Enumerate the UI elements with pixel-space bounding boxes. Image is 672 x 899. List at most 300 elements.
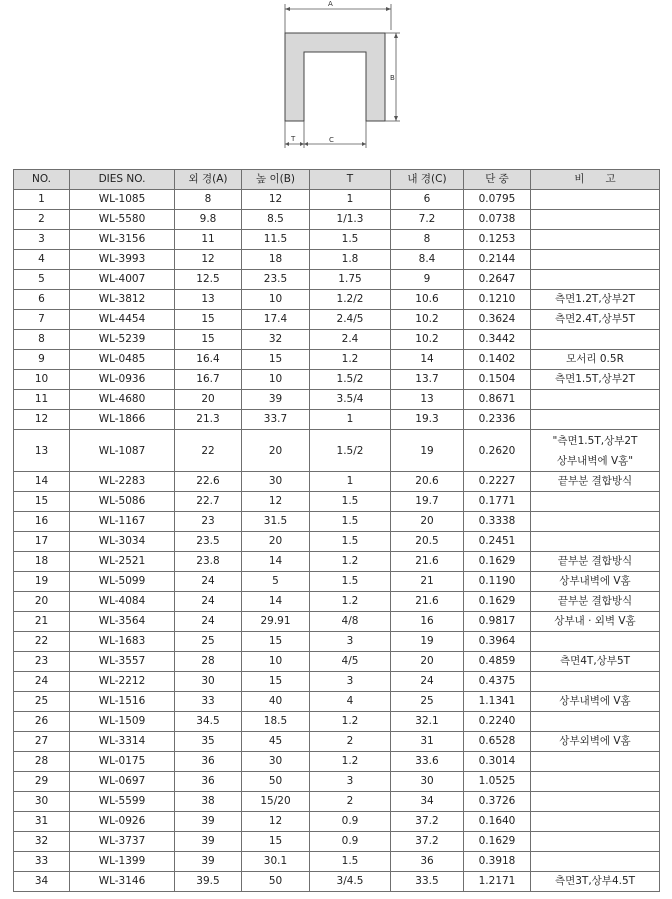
col-thickness-cell: 3 bbox=[310, 632, 391, 652]
col-outer-diameter-cell: 36 bbox=[175, 772, 242, 792]
col-height-cell: 10 bbox=[242, 370, 310, 390]
col-thickness-cell: 1.2 bbox=[310, 592, 391, 612]
col-unit-weight-cell: 0.2240 bbox=[464, 712, 531, 732]
col-outer-diameter-cell: 16.4 bbox=[175, 350, 242, 370]
col-inner-diameter-cell: 33.5 bbox=[391, 872, 464, 892]
col-thickness-cell: 1 bbox=[310, 472, 391, 492]
col-unit-weight-cell: 0.9817 bbox=[464, 612, 531, 632]
col-unit-weight-cell: 0.0738 bbox=[464, 210, 531, 230]
col-unit-weight-cell: 0.2227 bbox=[464, 472, 531, 492]
col-dies-no-cell: WL-4680 bbox=[70, 390, 175, 410]
col-inner-diameter-cell: 8 bbox=[391, 230, 464, 250]
col-remarks-cell bbox=[531, 712, 660, 732]
col-inner-diameter-cell: 21.6 bbox=[391, 592, 464, 612]
col-remarks-cell bbox=[531, 270, 660, 290]
col-thickness-cell: 1.5 bbox=[310, 852, 391, 872]
col-unit-weight-cell: 0.2144 bbox=[464, 250, 531, 270]
col-outer-diameter-cell: 23.8 bbox=[175, 552, 242, 572]
col-thickness-cell: 4 bbox=[310, 692, 391, 712]
col-no-cell: 27 bbox=[14, 732, 70, 752]
col-remarks-cell bbox=[531, 752, 660, 772]
col-unit-weight-cell: 1.1341 bbox=[464, 692, 531, 712]
col-height-cell: 31.5 bbox=[242, 512, 310, 532]
table-row bbox=[14, 250, 660, 270]
col-dies-no-cell: WL-3993 bbox=[70, 250, 175, 270]
col-height-header: 높 이(B) bbox=[242, 170, 310, 190]
table-row bbox=[14, 512, 660, 532]
col-remarks-cell bbox=[531, 852, 660, 872]
table-row bbox=[14, 552, 660, 572]
col-dies-no-cell: WL-3156 bbox=[70, 230, 175, 250]
col-inner-diameter-cell: 8.4 bbox=[391, 250, 464, 270]
col-dies-no-cell: WL-0697 bbox=[70, 772, 175, 792]
col-unit-weight-cell: 0.3964 bbox=[464, 632, 531, 652]
col-no-cell: 34 bbox=[14, 872, 70, 892]
col-no-cell: 5 bbox=[14, 270, 70, 290]
col-no-cell: 6 bbox=[14, 290, 70, 310]
col-height-cell: 29.91 bbox=[242, 612, 310, 632]
col-no-cell: 2 bbox=[14, 210, 70, 230]
col-height-cell: 15 bbox=[242, 350, 310, 370]
col-height-cell: 39 bbox=[242, 390, 310, 410]
col-remarks-cell: 상부내벽에 V홈 bbox=[531, 692, 660, 712]
col-remarks-cell: 측면1.5T,상부2T bbox=[531, 370, 660, 390]
col-height-cell: 15/20 bbox=[242, 792, 310, 812]
col-outer-diameter-cell: 22.7 bbox=[175, 492, 242, 512]
col-inner-diameter-cell: 32.1 bbox=[391, 712, 464, 732]
col-height-cell: 20 bbox=[242, 430, 310, 472]
col-height-cell: 18.5 bbox=[242, 712, 310, 732]
table-row bbox=[14, 310, 660, 330]
col-thickness-cell: 1/1.3 bbox=[310, 210, 391, 230]
col-thickness-cell: 1.2 bbox=[310, 552, 391, 572]
col-outer-diameter-cell: 12.5 bbox=[175, 270, 242, 290]
col-no-cell: 20 bbox=[14, 592, 70, 612]
col-height-cell: 12 bbox=[242, 492, 310, 512]
col-remarks-cell bbox=[531, 812, 660, 832]
col-outer-diameter-cell: 30 bbox=[175, 672, 242, 692]
col-inner-diameter-cell: 21 bbox=[391, 572, 464, 592]
col-unit-weight-cell: 0.3624 bbox=[464, 310, 531, 330]
table-row bbox=[14, 270, 660, 290]
col-unit-weight-cell: 0.1629 bbox=[464, 552, 531, 572]
col-height-cell: 18 bbox=[242, 250, 310, 270]
table-row bbox=[14, 190, 660, 210]
col-inner-diameter-header: 내 경(C) bbox=[391, 170, 464, 190]
product-spec-table bbox=[13, 169, 660, 892]
col-unit-weight-cell: 1.0525 bbox=[464, 772, 531, 792]
col-inner-diameter-cell: 20.5 bbox=[391, 532, 464, 552]
col-inner-diameter-cell: 19.7 bbox=[391, 492, 464, 512]
col-no-cell: 33 bbox=[14, 852, 70, 872]
col-outer-diameter-header: 외 경(A) bbox=[175, 170, 242, 190]
col-dies-no-cell: WL-3034 bbox=[70, 532, 175, 552]
col-remarks-cell bbox=[531, 230, 660, 250]
col-dies-no-cell: WL-2521 bbox=[70, 552, 175, 572]
col-height-cell: 15 bbox=[242, 632, 310, 652]
col-unit-weight-cell: 0.2451 bbox=[464, 532, 531, 552]
col-height-cell: 10 bbox=[242, 290, 310, 310]
col-outer-diameter-cell: 9.8 bbox=[175, 210, 242, 230]
col-inner-diameter-cell: 33.6 bbox=[391, 752, 464, 772]
col-thickness-cell: 1.5 bbox=[310, 572, 391, 592]
col-unit-weight-cell: 0.0795 bbox=[464, 190, 531, 210]
col-thickness-cell: 4/8 bbox=[310, 612, 391, 632]
table-row bbox=[14, 832, 660, 852]
col-dies-no-cell: WL-1167 bbox=[70, 512, 175, 532]
col-no-cell: 1 bbox=[14, 190, 70, 210]
col-remarks-cell: 상부내 · 외벽 V홈 bbox=[531, 612, 660, 632]
col-height-cell: 30.1 bbox=[242, 852, 310, 872]
col-remarks-cell bbox=[531, 210, 660, 230]
col-remarks-cell: 측면1.2T,상부2T bbox=[531, 290, 660, 310]
col-remarks-cell bbox=[531, 390, 660, 410]
col-height-cell: 15 bbox=[242, 832, 310, 852]
col-dies-no-cell: WL-1087 bbox=[70, 430, 175, 472]
table-row bbox=[14, 672, 660, 692]
col-outer-diameter-cell: 38 bbox=[175, 792, 242, 812]
col-unit-weight-cell: 0.3338 bbox=[464, 512, 531, 532]
col-height-cell: 15 bbox=[242, 672, 310, 692]
col-dies-no-cell: WL-2212 bbox=[70, 672, 175, 692]
table-header-row bbox=[14, 170, 660, 190]
col-remarks-cell bbox=[531, 672, 660, 692]
col-thickness-cell: 0.9 bbox=[310, 832, 391, 852]
col-unit-weight-cell: 0.1771 bbox=[464, 492, 531, 512]
col-unit-weight-header: 단 중 bbox=[464, 170, 531, 190]
col-outer-diameter-cell: 25 bbox=[175, 632, 242, 652]
table-row bbox=[14, 732, 660, 752]
col-no-cell: 8 bbox=[14, 330, 70, 350]
col-outer-diameter-cell: 20 bbox=[175, 390, 242, 410]
col-remarks-cell: 측면2.4T,상부5T bbox=[531, 310, 660, 330]
table-row bbox=[14, 390, 660, 410]
col-no-cell: 22 bbox=[14, 632, 70, 652]
col-no-cell: 13 bbox=[14, 430, 70, 472]
col-inner-diameter-cell: 30 bbox=[391, 772, 464, 792]
col-inner-diameter-cell: 21.6 bbox=[391, 552, 464, 572]
col-unit-weight-cell: 0.1190 bbox=[464, 572, 531, 592]
col-inner-diameter-cell: 20.6 bbox=[391, 472, 464, 492]
col-unit-weight-cell: 0.1402 bbox=[464, 350, 531, 370]
dimension-c-label: C bbox=[329, 136, 334, 144]
col-remarks-cell bbox=[531, 832, 660, 852]
col-dies-no-cell: WL-3557 bbox=[70, 652, 175, 672]
col-outer-diameter-cell: 23 bbox=[175, 512, 242, 532]
col-height-cell: 10 bbox=[242, 652, 310, 672]
table-row bbox=[14, 852, 660, 872]
col-height-cell: 45 bbox=[242, 732, 310, 752]
col-height-cell: 14 bbox=[242, 592, 310, 612]
col-unit-weight-cell: 0.4859 bbox=[464, 652, 531, 672]
col-outer-diameter-cell: 24 bbox=[175, 572, 242, 592]
col-remarks-cell bbox=[531, 410, 660, 430]
col-dies-no-cell: WL-1399 bbox=[70, 852, 175, 872]
col-outer-diameter-cell: 23.5 bbox=[175, 532, 242, 552]
col-height-cell: 50 bbox=[242, 772, 310, 792]
col-inner-diameter-cell: 31 bbox=[391, 732, 464, 752]
col-thickness-cell: 1 bbox=[310, 410, 391, 430]
col-unit-weight-cell: 0.2620 bbox=[464, 430, 531, 472]
col-unit-weight-cell: 0.1629 bbox=[464, 832, 531, 852]
col-thickness-cell: 2.4/5 bbox=[310, 310, 391, 330]
table-row bbox=[14, 330, 660, 350]
col-dies-no-cell: WL-5239 bbox=[70, 330, 175, 350]
table-row bbox=[14, 532, 660, 552]
col-thickness-cell: 1.2 bbox=[310, 350, 391, 370]
col-dies-no-cell: WL-1509 bbox=[70, 712, 175, 732]
col-height-cell: 30 bbox=[242, 472, 310, 492]
col-inner-diameter-cell: 37.2 bbox=[391, 832, 464, 852]
table-row bbox=[14, 792, 660, 812]
col-inner-diameter-cell: 19 bbox=[391, 430, 464, 472]
col-no-cell: 10 bbox=[14, 370, 70, 390]
table-row bbox=[14, 350, 660, 370]
col-outer-diameter-cell: 22 bbox=[175, 430, 242, 472]
col-thickness-cell: 1.5 bbox=[310, 230, 391, 250]
col-height-cell: 30 bbox=[242, 752, 310, 772]
col-outer-diameter-cell: 39 bbox=[175, 832, 242, 852]
col-outer-diameter-cell: 28 bbox=[175, 652, 242, 672]
col-remarks-cell bbox=[531, 190, 660, 210]
col-inner-diameter-cell: 25 bbox=[391, 692, 464, 712]
col-no-cell: 19 bbox=[14, 572, 70, 592]
col-remarks-cell: 상부외벽에 V홈 bbox=[531, 732, 660, 752]
table-row bbox=[14, 772, 660, 792]
col-dies-no-cell: WL-1866 bbox=[70, 410, 175, 430]
col-thickness-cell: 2 bbox=[310, 732, 391, 752]
col-inner-diameter-cell: 10.2 bbox=[391, 310, 464, 330]
col-unit-weight-cell: 0.3918 bbox=[464, 852, 531, 872]
col-unit-weight-cell: 0.1253 bbox=[464, 230, 531, 250]
col-dies-no-cell: WL-0175 bbox=[70, 752, 175, 772]
col-thickness-cell: 4/5 bbox=[310, 652, 391, 672]
col-outer-diameter-cell: 39.5 bbox=[175, 872, 242, 892]
table-row bbox=[14, 652, 660, 672]
col-unit-weight-cell: 0.4375 bbox=[464, 672, 531, 692]
col-thickness-cell: 1 bbox=[310, 190, 391, 210]
col-unit-weight-cell: 0.1640 bbox=[464, 812, 531, 832]
col-no-cell: 11 bbox=[14, 390, 70, 410]
col-dies-no-cell: WL-1683 bbox=[70, 632, 175, 652]
col-inner-diameter-cell: 16 bbox=[391, 612, 464, 632]
table-row bbox=[14, 290, 660, 310]
table-row bbox=[14, 230, 660, 250]
col-no-cell: 23 bbox=[14, 652, 70, 672]
col-no-cell: 24 bbox=[14, 672, 70, 692]
col-no-cell: 32 bbox=[14, 832, 70, 852]
col-dies-no-cell: WL-3564 bbox=[70, 612, 175, 632]
col-no-cell: 3 bbox=[14, 230, 70, 250]
col-no-cell: 26 bbox=[14, 712, 70, 732]
col-outer-diameter-cell: 12 bbox=[175, 250, 242, 270]
col-remarks-cell bbox=[531, 532, 660, 552]
col-outer-diameter-cell: 15 bbox=[175, 310, 242, 330]
col-no-cell: 28 bbox=[14, 752, 70, 772]
col-remarks-cell: 끝부분 결합방식 bbox=[531, 472, 660, 492]
col-dies-no-cell: WL-5599 bbox=[70, 792, 175, 812]
col-remarks-cell: 측면3T,상부4.5T bbox=[531, 872, 660, 892]
col-dies-no-cell: WL-3146 bbox=[70, 872, 175, 892]
col-thickness-cell: 1.5 bbox=[310, 492, 391, 512]
col-dies-no-cell: WL-4454 bbox=[70, 310, 175, 330]
col-inner-diameter-cell: 10.2 bbox=[391, 330, 464, 350]
col-inner-diameter-cell: 6 bbox=[391, 190, 464, 210]
col-height-cell: 23.5 bbox=[242, 270, 310, 290]
col-outer-diameter-cell: 11 bbox=[175, 230, 242, 250]
col-dies-no-cell: WL-5580 bbox=[70, 210, 175, 230]
col-thickness-cell: 0.9 bbox=[310, 812, 391, 832]
table-row bbox=[14, 370, 660, 390]
col-thickness-cell: 3 bbox=[310, 772, 391, 792]
table-row bbox=[14, 472, 660, 492]
dimension-a-label: A bbox=[328, 0, 333, 8]
col-inner-diameter-cell: 13.7 bbox=[391, 370, 464, 390]
table-row bbox=[14, 612, 660, 632]
table-row bbox=[14, 210, 660, 230]
col-thickness-header: T bbox=[310, 170, 391, 190]
col-thickness-cell: 1.75 bbox=[310, 270, 391, 290]
col-unit-weight-cell: 0.3442 bbox=[464, 330, 531, 350]
col-unit-weight-cell: 0.1629 bbox=[464, 592, 531, 612]
table-row bbox=[14, 492, 660, 512]
col-remarks-cell: 끝부분 결합방식 bbox=[531, 552, 660, 572]
col-height-cell: 12 bbox=[242, 190, 310, 210]
col-no-cell: 17 bbox=[14, 532, 70, 552]
col-height-cell: 50 bbox=[242, 872, 310, 892]
col-thickness-cell: 2.4 bbox=[310, 330, 391, 350]
col-remarks-cell bbox=[531, 250, 660, 270]
col-thickness-cell: 1.5 bbox=[310, 512, 391, 532]
col-inner-diameter-cell: 19.3 bbox=[391, 410, 464, 430]
table-row bbox=[14, 752, 660, 772]
col-dies-no-header: DIES NO. bbox=[70, 170, 175, 190]
col-outer-diameter-cell: 16.7 bbox=[175, 370, 242, 390]
col-inner-diameter-cell: 19 bbox=[391, 632, 464, 652]
col-inner-diameter-cell: 14 bbox=[391, 350, 464, 370]
col-outer-diameter-cell: 36 bbox=[175, 752, 242, 772]
col-thickness-cell: 1.5/2 bbox=[310, 430, 391, 472]
col-unit-weight-cell: 0.1504 bbox=[464, 370, 531, 390]
col-remarks-cell: 모서리 0.5R bbox=[531, 350, 660, 370]
col-outer-diameter-cell: 24 bbox=[175, 592, 242, 612]
table-body bbox=[14, 190, 660, 892]
col-outer-diameter-cell: 15 bbox=[175, 330, 242, 350]
col-thickness-cell: 1.2 bbox=[310, 712, 391, 732]
u-channel-profile-diagram bbox=[270, 0, 410, 150]
col-outer-diameter-cell: 24 bbox=[175, 612, 242, 632]
col-remarks-cell bbox=[531, 330, 660, 350]
table-row bbox=[14, 872, 660, 892]
col-no-cell: 18 bbox=[14, 552, 70, 572]
col-height-cell: 12 bbox=[242, 812, 310, 832]
col-unit-weight-cell: 0.1210 bbox=[464, 290, 531, 310]
col-height-cell: 32 bbox=[242, 330, 310, 350]
col-outer-diameter-cell: 35 bbox=[175, 732, 242, 752]
col-remarks-cell bbox=[531, 512, 660, 532]
col-no-cell: 25 bbox=[14, 692, 70, 712]
col-thickness-cell: 1.8 bbox=[310, 250, 391, 270]
col-height-cell: 20 bbox=[242, 532, 310, 552]
col-remarks-header: 비 고 bbox=[531, 170, 660, 190]
col-no-cell: 9 bbox=[14, 350, 70, 370]
col-inner-diameter-cell: 37.2 bbox=[391, 812, 464, 832]
col-dies-no-cell: WL-1085 bbox=[70, 190, 175, 210]
col-dies-no-cell: WL-2283 bbox=[70, 472, 175, 492]
col-thickness-cell: 3 bbox=[310, 672, 391, 692]
col-inner-diameter-cell: 24 bbox=[391, 672, 464, 692]
col-remarks-cell bbox=[531, 772, 660, 792]
col-no-cell: 12 bbox=[14, 410, 70, 430]
col-no-cell: 21 bbox=[14, 612, 70, 632]
col-dies-no-cell: WL-5086 bbox=[70, 492, 175, 512]
col-remarks-cell: 측면4T,상부5T bbox=[531, 652, 660, 672]
col-dies-no-cell: WL-1516 bbox=[70, 692, 175, 712]
col-unit-weight-cell: 0.8671 bbox=[464, 390, 531, 410]
col-unit-weight-cell: 0.3014 bbox=[464, 752, 531, 772]
col-remarks-cell bbox=[531, 632, 660, 652]
col-dies-no-cell: WL-4007 bbox=[70, 270, 175, 290]
table-row bbox=[14, 812, 660, 832]
col-thickness-cell: 1.2/2 bbox=[310, 290, 391, 310]
col-inner-diameter-cell: 13 bbox=[391, 390, 464, 410]
col-outer-diameter-cell: 33 bbox=[175, 692, 242, 712]
col-outer-diameter-cell: 8 bbox=[175, 190, 242, 210]
table-row bbox=[14, 592, 660, 612]
col-outer-diameter-cell: 34.5 bbox=[175, 712, 242, 732]
col-height-cell: 8.5 bbox=[242, 210, 310, 230]
col-height-cell: 40 bbox=[242, 692, 310, 712]
col-unit-weight-cell: 0.2336 bbox=[464, 410, 531, 430]
col-inner-diameter-cell: 7.2 bbox=[391, 210, 464, 230]
col-height-cell: 33.7 bbox=[242, 410, 310, 430]
col-inner-diameter-cell: 34 bbox=[391, 792, 464, 812]
col-no-cell: 29 bbox=[14, 772, 70, 792]
col-unit-weight-cell: 0.6528 bbox=[464, 732, 531, 752]
col-thickness-cell: 1.2 bbox=[310, 752, 391, 772]
col-dies-no-cell: WL-3737 bbox=[70, 832, 175, 852]
col-unit-weight-cell: 0.2647 bbox=[464, 270, 531, 290]
col-unit-weight-cell: 1.2171 bbox=[464, 872, 531, 892]
col-height-cell: 17.4 bbox=[242, 310, 310, 330]
col-inner-diameter-cell: 20 bbox=[391, 512, 464, 532]
col-height-cell: 14 bbox=[242, 552, 310, 572]
table-row bbox=[14, 712, 660, 732]
col-thickness-cell: 3/4.5 bbox=[310, 872, 391, 892]
col-remarks-cell: 상부내벽에 V홈 bbox=[531, 572, 660, 592]
col-inner-diameter-cell: 20 bbox=[391, 652, 464, 672]
col-dies-no-cell: WL-0926 bbox=[70, 812, 175, 832]
col-dies-no-cell: WL-3314 bbox=[70, 732, 175, 752]
col-dies-no-cell: WL-0485 bbox=[70, 350, 175, 370]
dimension-t-label: T bbox=[291, 135, 296, 143]
dimension-b-label: B bbox=[390, 74, 395, 82]
col-remarks-cell bbox=[531, 492, 660, 512]
col-height-cell: 11.5 bbox=[242, 230, 310, 250]
col-thickness-cell: 1.5 bbox=[310, 532, 391, 552]
col-no-cell: 7 bbox=[14, 310, 70, 330]
col-dies-no-cell: WL-3812 bbox=[70, 290, 175, 310]
col-outer-diameter-cell: 22.6 bbox=[175, 472, 242, 492]
col-inner-diameter-cell: 10.6 bbox=[391, 290, 464, 310]
col-remarks-cell: "측면1.5T,상부2T 상부내벽에 V홈" bbox=[531, 430, 660, 472]
table-row bbox=[14, 572, 660, 592]
col-no-cell: 14 bbox=[14, 472, 70, 492]
table-row bbox=[14, 632, 660, 652]
col-no-cell: 31 bbox=[14, 812, 70, 832]
col-no-cell: 16 bbox=[14, 512, 70, 532]
col-dies-no-cell: WL-5099 bbox=[70, 572, 175, 592]
